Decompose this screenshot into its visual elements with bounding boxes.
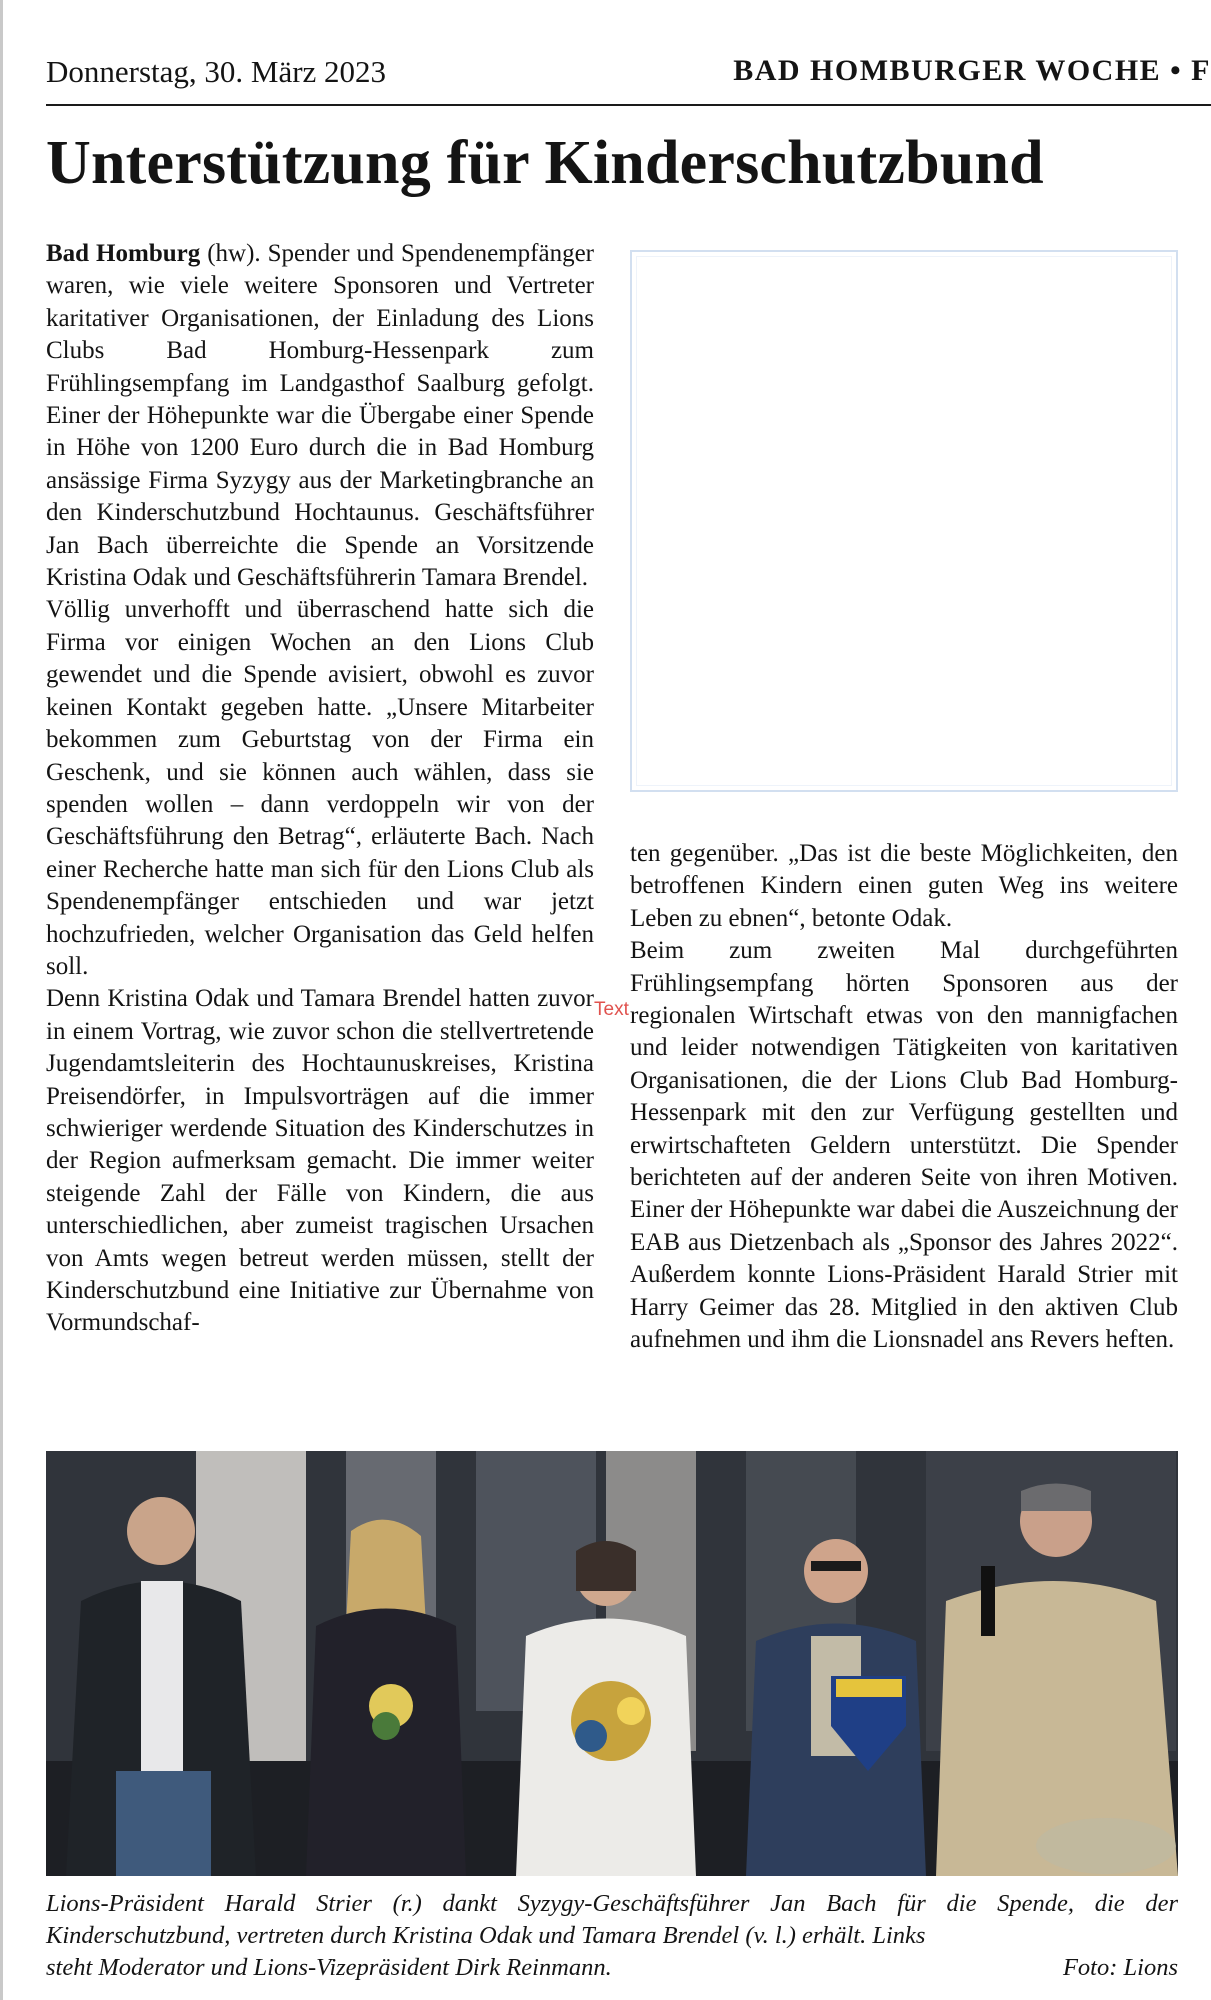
article-paragraph-2: Völlig unverhofft und überraschend hatte sich die Firma vor einigen Wochen an den Lions Club gewendet und die Spende avisiert, obwohl es zuvor keinen Kontakt gegeben hatte. „Unsere Mitarbeiter bekommen zum Geburtstag von der Firma ein Geschenk, und sie können auch wählen, dass sie spenden wollen – dann verdoppeln wir von der Geschäftsführung den Betrag“, erläuterte Bach. Nach einer Recherche hatte man sich für den Lions Club als Spendenempfänger entschieden und war jetzt hochzufrieden, welcher Organisation das Geld helfen soll. [46,596,594,980]
article-paragraph-1: Bad Homburg (hw). Spender und Spendenempfänger waren, wie viele weitere Sponsoren und Vertreter karitativer Organisationen, der Einladung des Lions Clubs Bad Homburg-Hessenpark zum Frühlingsempfang im Landgasthof Saalburg gefolgt. Einer der Höhepunkte war die Übergabe einer Spende in Höhe von 1200 Euro durch die in Bad Homburg ansässige Firma Syzygy aus der Marketingbranche an den Kinderschutzbund Hochtaunus. Geschäftsführer Jan Bach überreichte die Spende an Vorsitzende Kristina Odak und Geschäftsführerin Tamara Brendel. [46,240,595,592]
article-column-left [46,238,594,1340]
photo-credit: Foto: Lions [1062,1954,1178,1981]
caption-text: Lions-Präsident Harald Strier (r.) dankt Syzygy-Geschäftsführer Jan Bach für die Spende, die der Kinderschutzbund, vertreten durch Kristina Odak und Tamara Brendel (v. l.) erhält. Links [46,1890,1178,1949]
dateline: Bad Homburg [46,240,201,267]
article-headline: Unterstützung für Kinderschutzbund [46,129,1044,197]
newspaper-name: BAD HOMBURGER WOCHE • F [733,54,1211,87]
caption-last-text: steht Moderator und Lions-Vizepräsident Dirk Reinmann. [46,1954,612,1981]
event-photo [46,1451,1178,1876]
caption-last-line [46,1952,1178,1984]
issue-date: Donnerstag, 30. März 2023 [46,54,387,89]
article-column-right [630,838,1178,1357]
photo-caption [46,1888,1178,1984]
event-photo-illustration [46,1451,1178,1876]
article-paragraph-5: Beim zum zweiten Mal durchgeführten Frühlingsempfang hörten Sponsoren aus der regionalen Wirtschaft etwas von den mannigfachen und leider notwendigen Tätigkeiten von karitativen Organisationen, die der Lions Club Bad Homburg-Hessenpark mit den zur Verfügung gestellten und erwirtschafteten Geldern unterstützt. Die Spender berichteten auf der anderen Seite von ihren Motiven. Einer der Höhepunkte war dabei die Auszeichnung der EAB aus Dietzenbach als „Sponsor des Jahres 2022“. Außerdem konnte Lions-Präsident Harald Strier mit Harry Geimer das 28. Mitglied in den aktiven Club aufnehmen und ihm die Lionsnadel ans Revers heften. [630,937,1178,1354]
article-paragraph-4: ten gegenüber. „Das ist die beste Möglichkeiten, den betroffenen Kindern einen guten Weg ins weitere Leben zu ebnen“, betonte Odak. [630,840,1178,932]
page-header [46,52,1211,106]
article-paragraph-3: Denn Kristina Odak und Tamara Brendel hatten zuvor in einem Vortrag, wie zuvor schon die stellvertretende Jugendamtsleiterin des Hochtaunuskreises, Kristina Preisendörfer, in Impulsvorträgen auf die immer schwieriger werdende Situation des Kinderschutzes in der Region aufmerksam gemacht. Die immer weiter steigende Zahl der Fälle von Kindern, die aus unterschiedlichen, aber zumeist tragischen Ursachen von Amts wegen betreut werden müssen, stellt der Kinderschutzbund eine Initiative zur Übernahme von Vormundschaf- [46,985,594,1337]
text-annotation-label: Text [594,999,629,1020]
page-edge-rule [0,0,3,2000]
empty-image-placeholder [630,250,1178,792]
